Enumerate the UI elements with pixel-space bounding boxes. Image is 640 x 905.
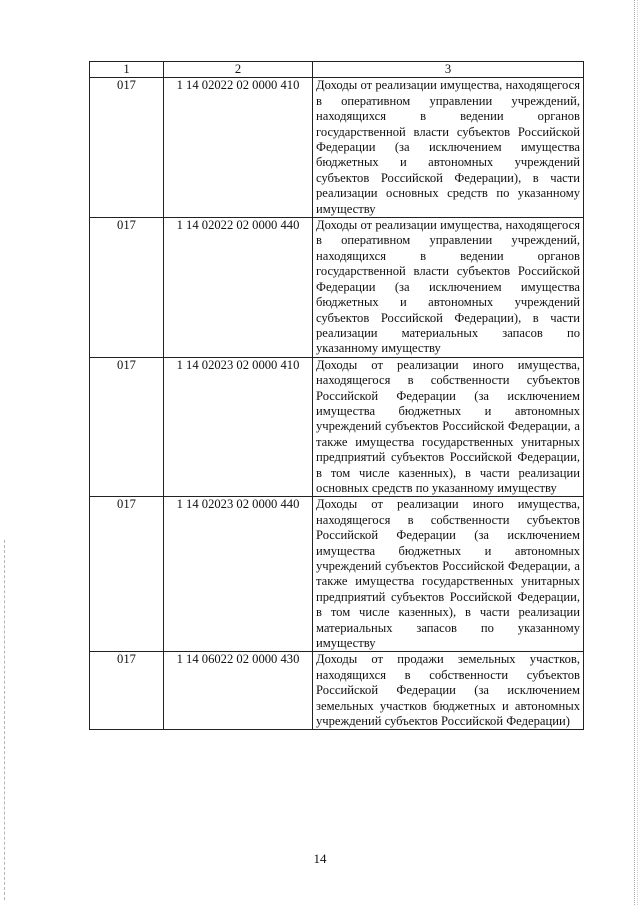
revenue-code-cell: 1 14 02023 02 0000 440 xyxy=(164,497,313,652)
table-row xyxy=(90,218,584,358)
revenue-code-cell: 1 14 02023 02 0000 410 xyxy=(164,357,313,497)
revenue-code-cell: 1 14 06022 02 0000 430 xyxy=(164,652,313,730)
revenue-code-cell: 1 14 02022 02 0000 410 xyxy=(164,78,313,218)
table-header-row xyxy=(90,62,584,78)
table-row xyxy=(90,652,584,730)
revenue-name-cell: Доходы от продажи земельных участков, находящихся в собственности субъектов Российской Федерации (за исключением земельных участков бюджетных и автономных учреждений субъектов Российской Федерации) xyxy=(313,652,584,730)
column-header-3: 3 xyxy=(313,62,584,78)
admin-code-cell: 017 xyxy=(90,218,164,358)
revenue-name-cell: Доходы от реализации имущества, находящегося в оперативном управлении учреждений, находящихся в ведении органов государственной власти субъектов Российской Федерации (за исключением имущества бюджетных и автономных учреждений субъектов Российской Федерации), в части реализации материальных запасов по указанному имуществу xyxy=(313,218,584,358)
table-row xyxy=(90,497,584,652)
revenue-code-cell: 1 14 02022 02 0000 440 xyxy=(164,218,313,358)
admin-code-cell: 017 xyxy=(90,78,164,218)
admin-code-cell: 017 xyxy=(90,357,164,497)
page-number: 14 xyxy=(313,851,327,866)
column-header-1: 1 xyxy=(90,62,164,78)
table-row xyxy=(90,357,584,497)
scan-edge-right xyxy=(634,0,638,905)
revenue-codes-table xyxy=(89,61,584,730)
admin-code-cell: 017 xyxy=(90,652,164,730)
column-header-2: 2 xyxy=(164,62,313,78)
revenue-name-cell: Доходы от реализации иного имущества, находящегося в собственности субъектов Российской Федерации (за исключением имущества бюджетных и автономных учреждений субъектов Российской Федерации, а также имущества государственных унитарных предприятий субъектов Российской Федерации, в том числе казенных), в части реализации материальных запасов по указанному имуществу xyxy=(313,497,584,652)
table-row xyxy=(90,78,584,218)
scan-edge-left xyxy=(4,540,6,900)
admin-code-cell: 017 xyxy=(90,497,164,652)
revenue-name-cell: Доходы от реализации имущества, находящегося в оперативном управлении учреждений, находящихся в ведении органов государственной власти субъектов Российской Федерации (за исключением имущества бюджетных и автономных учреждений субъектов Российской Федерации), в части реализации основных средств по указанному имуществу xyxy=(313,78,584,218)
revenue-name-cell: Доходы от реализации иного имущества, находящегося в собственности субъектов Российской Федерации (за исключением имущества бюджетных и автономных учреждений субъектов Российской Федерации, а также имущества государственных унитарных предприятий субъектов Российской Федерации, в том числе казенных), в части реализации основных средств по указанному имуществу xyxy=(313,357,584,497)
